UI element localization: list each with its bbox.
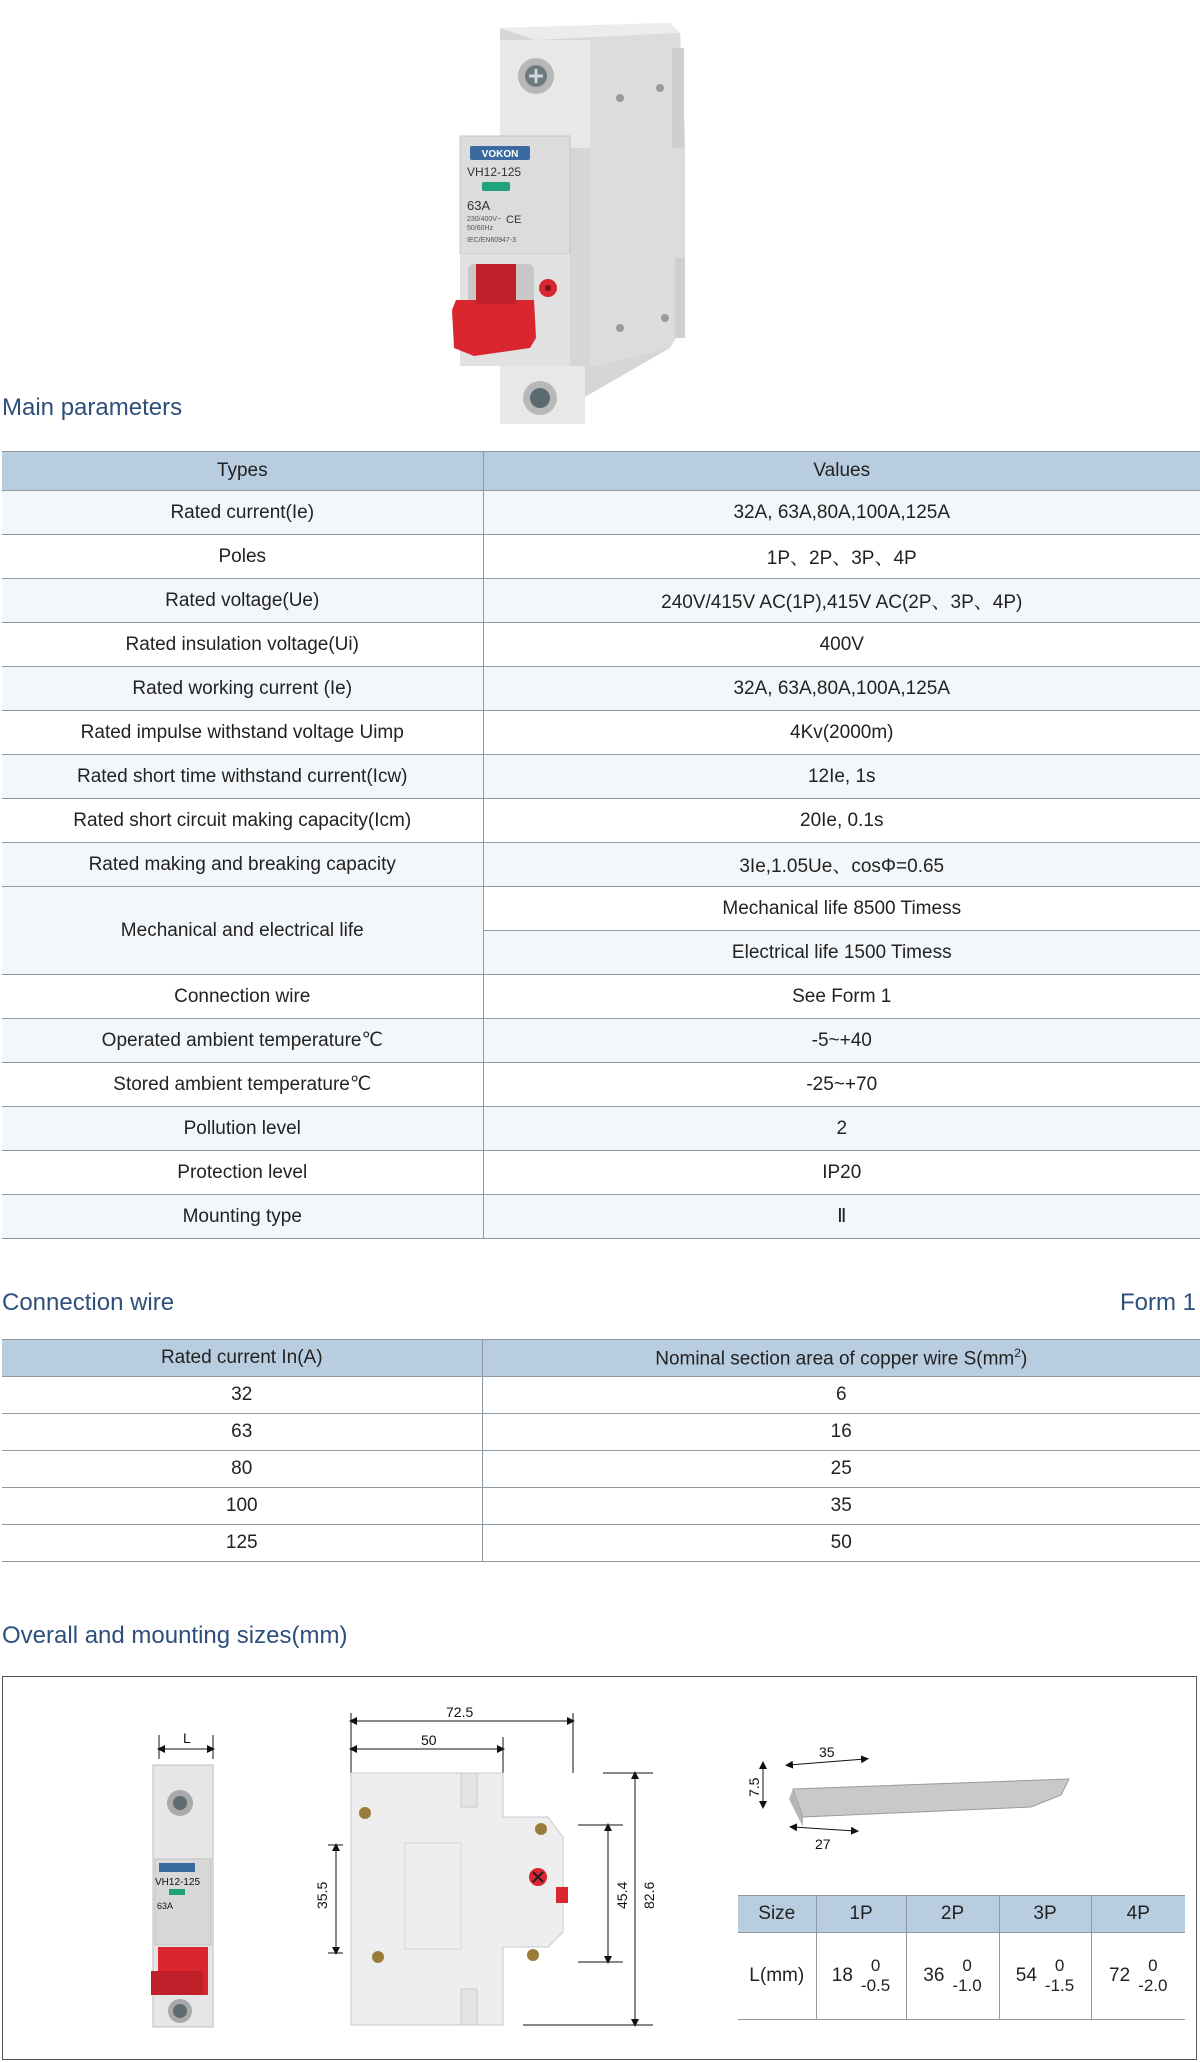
nominal: 54 (1015, 1965, 1037, 1986)
front-rating: 63A (157, 1901, 174, 1911)
front-view-drawing (151, 1730, 213, 2027)
param-type: Rated voltage(Ue) (2, 579, 483, 623)
front-model: VH12-125 (155, 1877, 201, 1888)
table-row (2, 1377, 1200, 1414)
hero-spec-1: 230/400V~ (467, 216, 502, 223)
table-row (2, 887, 1200, 931)
wire-area: 6 (482, 1377, 1200, 1414)
wire-area: 50 (482, 1525, 1200, 1562)
wire-area: 35 (482, 1488, 1200, 1525)
form-1-label: Form 1 (1119, 1289, 1196, 1316)
header-4p: 4P (1091, 1896, 1185, 1933)
header-1p: 1P (816, 1896, 906, 1933)
header-rated-current: Rated current In(A) (2, 1340, 482, 1377)
table-row (2, 755, 1200, 799)
table-row (2, 1525, 1200, 1562)
dim-rail-height: 35.5 (314, 1881, 330, 1909)
size-2p (906, 1933, 999, 2020)
header-section-area (482, 1340, 1200, 1377)
hero-rating: 63A (467, 198, 491, 213)
param-value: 3Ie,1.05Ue、cosΦ=0.65 (483, 843, 1200, 887)
header-section-area-close: ) (1020, 1348, 1028, 1370)
wire-current: 63 (2, 1414, 482, 1451)
param-type: Rated working current (Ie) (2, 667, 483, 711)
dim-total-height: 82.6 (641, 1881, 657, 1909)
param-type: Rated short time withstand current(Icw) (2, 755, 483, 799)
table-row (2, 1488, 1200, 1525)
param-type: Poles (2, 535, 483, 579)
nominal: 72 (1109, 1965, 1131, 1986)
dim-mid-height: 45.4 (614, 1881, 630, 1909)
hero-spec-2: 50/60Hz (467, 225, 494, 232)
param-type: Operated ambient temperature℃ (2, 1019, 483, 1063)
hero-spec-3: IEC/EN60947-3 (467, 237, 517, 244)
table-row (2, 1451, 1200, 1488)
table-row (2, 975, 1200, 1019)
upper-tolerance: 0 (1054, 1956, 1065, 1975)
param-type: Protection level (2, 1151, 483, 1195)
table-row (2, 1414, 1200, 1451)
param-type: Rated making and breaking capacity (2, 843, 483, 887)
row-label-lmm: L(mm) (738, 1933, 816, 2020)
lower-tolerance: -0.5 (860, 1976, 891, 1995)
param-type: Pollution level (2, 1107, 483, 1151)
hero-ce: CE (506, 214, 522, 226)
param-type: Rated insulation voltage(Ui) (2, 623, 483, 667)
lower-tolerance: -1.5 (1044, 1976, 1075, 1995)
size-4p (1091, 1933, 1185, 2020)
param-value: Electrical life 1500 Timess (483, 931, 1200, 975)
connection-wire-title: Connection wire (2, 1289, 175, 1316)
param-value: 32A, 63A,80A,100A,125A (483, 491, 1200, 535)
size-tolerance-table (738, 1895, 1185, 2020)
header-types: Types (2, 452, 483, 491)
param-type: Stored ambient temperature℃ (2, 1063, 483, 1107)
upper-tolerance: 0 (1148, 1956, 1158, 1975)
param-value: See Form 1 (483, 975, 1200, 1019)
param-type: Rated current(Ie) (2, 491, 483, 535)
upper-tolerance: 0 (962, 1956, 972, 1975)
header-values: Values (483, 452, 1200, 491)
table-row (2, 843, 1200, 887)
param-type: Mounting type (2, 1195, 483, 1239)
table-row (738, 1933, 1185, 2020)
wire-current: 80 (2, 1451, 482, 1488)
hero-model: VH12-125 (467, 165, 522, 179)
table-row (2, 623, 1200, 667)
param-value: Mechanical life 8500 Timess (483, 887, 1200, 931)
param-type: Connection wire (2, 975, 483, 1019)
param-value: 240V/415V AC(1P),415V AC(2P、3P、4P) (483, 579, 1200, 623)
param-value: 12Ie, 1s (483, 755, 1200, 799)
table-row (2, 1151, 1200, 1195)
table-row (2, 1107, 1200, 1151)
lower-tolerance: -1.0 (952, 1976, 982, 1995)
table-row (2, 1195, 1200, 1239)
wire-current: 125 (2, 1525, 482, 1562)
table-row (2, 491, 1200, 535)
table-row (2, 667, 1200, 711)
param-value: 2 (483, 1107, 1200, 1151)
size-3p (999, 1933, 1091, 2020)
param-value: -5~+40 (483, 1019, 1200, 1063)
table-row (2, 1019, 1200, 1063)
table-row (2, 579, 1200, 623)
nominal: 18 (831, 1965, 853, 1986)
sizes-title: Overall and mounting sizes(mm) (2, 1622, 348, 1649)
din-rail-drawing (746, 1744, 1069, 1852)
dim-rail-height-label: 7.5 (746, 1777, 762, 1797)
main-parameters-table (2, 451, 1200, 1239)
product-photo (440, 18, 710, 428)
front-dim-l: L (183, 1730, 191, 1746)
upper-tolerance: 0 (870, 1956, 881, 1975)
param-value: 20Ie, 0.1s (483, 799, 1200, 843)
size-1p (816, 1933, 906, 2020)
param-type: Rated short circuit making capacity(Icm) (2, 799, 483, 843)
header-2p: 2P (906, 1896, 999, 1933)
table-row (2, 535, 1200, 579)
header-size: Size (738, 1896, 816, 1933)
param-value: Ⅱ (483, 1195, 1200, 1239)
hero-brand: VOKON (481, 149, 519, 160)
main-parameters-title: Main parameters (2, 394, 183, 421)
wire-current: 32 (2, 1377, 482, 1414)
param-type: Mechanical and electrical life (2, 887, 483, 975)
wire-area: 25 (482, 1451, 1200, 1488)
param-value: 400V (483, 623, 1200, 667)
param-value: 4Kv(2000m) (483, 711, 1200, 755)
nominal: 36 (923, 1965, 945, 1986)
param-value: -25~+70 (483, 1063, 1200, 1107)
table-row (2, 1063, 1200, 1107)
dim-total-width: 72.5 (446, 1704, 474, 1720)
lower-tolerance: -2.0 (1138, 1976, 1168, 1995)
param-type: Rated impulse withstand voltage Uimp (2, 711, 483, 755)
param-value: 1P、2P、3P、4P (483, 535, 1200, 579)
header-section-area-sup: 2 (1014, 1345, 1021, 1360)
connection-wire-table (2, 1339, 1200, 1562)
table-row (2, 799, 1200, 843)
header-section-area-text: Nominal section area of copper wire S(mm (655, 1348, 1015, 1370)
param-value: 32A, 63A,80A,100A,125A (483, 667, 1200, 711)
table-row (2, 711, 1200, 755)
header-3p: 3P (999, 1896, 1091, 1933)
dim-rail-inner: 27 (815, 1836, 831, 1852)
dim-front-width: 50 (421, 1732, 437, 1748)
dim-rail-width: 35 (819, 1744, 835, 1760)
side-view-drawing (314, 1704, 657, 2025)
wire-current: 100 (2, 1488, 482, 1525)
wire-area: 16 (482, 1414, 1200, 1451)
param-value: IP20 (483, 1151, 1200, 1195)
